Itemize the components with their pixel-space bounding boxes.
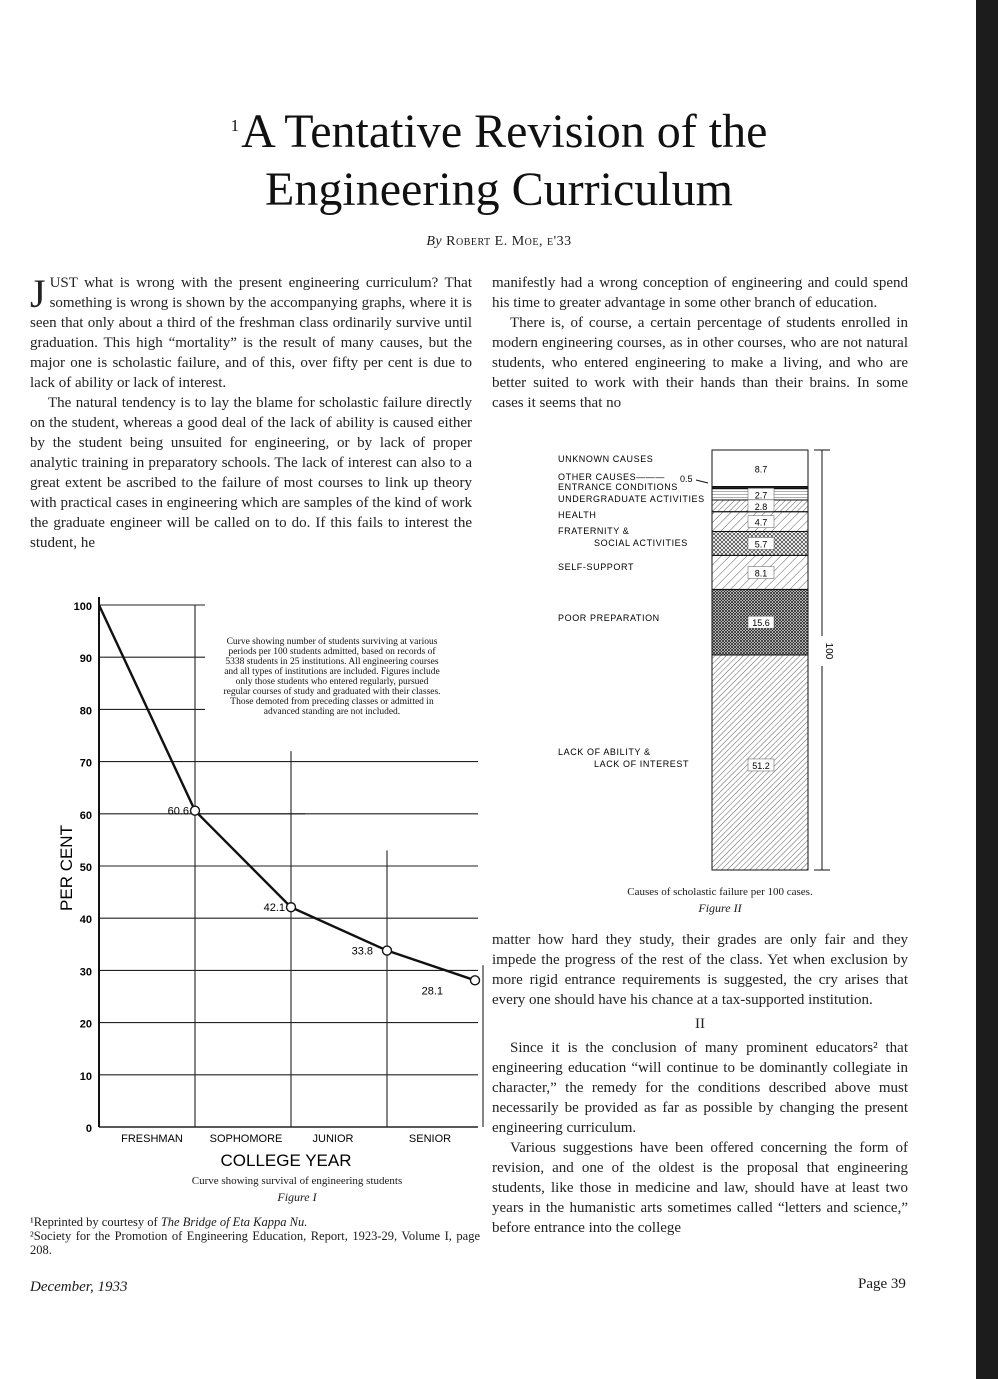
value-label: 8.7 [754,464,768,475]
data-point [287,903,296,912]
author-name: Robert E. Moe, e'33 [446,234,572,249]
value-label: 2.8 [754,501,768,512]
category-label: POOR PREPARATION [558,613,660,623]
value-label: 0.5 [680,474,693,484]
category-label: HEALTH [558,510,597,520]
value-label: 8.1 [754,568,768,579]
article-title-line-2: Engineering Curriculum [265,163,733,216]
paragraph: Various suggestions have been offered concerning the form of revision, and one of the oldest is the proposal that engineering students, like those in medicine and law, should have at least two years in the humanistic arts sometimes called “letters and science,” before entrance into the college [492,1140,908,1236]
title-footnote-marker: 1 [230,116,240,135]
y-tick-label: 90 [79,653,92,666]
right-column-bottom [492,930,908,1238]
drop-cap: J [30,271,46,316]
footnotes [30,1215,480,1257]
article-title-line-1: $^1$A Tentative Revision of the [230,105,768,158]
category-label: UNKNOWN CAUSES [558,454,654,464]
category-label: SOCIAL ACTIVITIES [594,538,688,548]
left-column [30,273,472,553]
value-label: 15.6 [752,618,770,629]
category-label: UNDERGRADUATE ACTIVITIES [558,494,705,504]
data-label: 60.6 [167,805,189,818]
right-column-top [492,273,908,413]
data-point [383,946,392,955]
issue-date: December, 1933 [30,1279,128,1295]
paragraph: manifestly had a wrong conception of engineering and could spend his time to greater advantage in some other branch of education. [492,275,908,311]
x-axis-ticks [121,1133,451,1145]
value-label: 4.7 [754,517,768,528]
paragraph: The natural tendency is to lay the blame for scholastic failure directly on the student, whereas a good deal of the lack of ability is caused either by the student being unsuited for engineering, or by lack of proper analytic training in preparatory schools. The lack of interest can also to a great extent be ascribed to the failure of most courses to link up theory with practical cases in engineering which are samples of the kind of work the graduate engineer will be called on to do. If this fails to interest the student, he [30,395,472,551]
category-label: FRATERNITY & [558,526,630,536]
byline: By Robert E. Moe, e'33 [426,234,572,249]
category-label: LACK OF INTEREST [594,759,690,769]
total-label: 100 [823,642,834,660]
failure-causes-stacked-bar [540,440,960,900]
x-tick-label: SOPHOMORE [209,1133,283,1145]
chart-annotation: Curve showing number of students surviving at various periods per 100 students admitted, based on records of 5338 students in 25 institutions. All engineering courses and all types of institutions are included. Figures include only those students who entered regularly, pursued regular courses of study and graduated with their classes. Those demoted from preceding classes or admitted in advanced standing are not included. [223,637,441,717]
figure-1-caption: Curve showing survival of engineering students Figure I [150,1175,444,1205]
category-label: ENTRANCE CONDITIONS [558,482,678,492]
bar-segments [712,450,808,870]
y-tick-label: 50 [79,862,92,874]
paragraph: UST what is wrong with the present engineering curriculum? That something is wrong is shown by the accompanying graphs, where it is seen that only about a third of the freshman class ordinarily survive until graduation. This high “mortality” is the result of many causes, but the major one is scholastic failure, and of this, over fifty per cent is due to lack of ability or lack of interest. [30,275,472,391]
total-dimension [814,450,834,870]
paragraph: matter how hard they study, their grades are only fair and they impede the progress of the rest of the class. Yet when exclusion by more rigid entrance requirements is suggested, the cry arises that every one should have his chance at a tax-supported institution. [492,932,908,1008]
data-label: 28.1 [421,985,443,998]
data-point [191,806,200,815]
leader-arrow [696,480,708,483]
page-number: Page 39 [858,1276,906,1292]
value-label: 2.7 [754,490,768,501]
data-point [471,976,480,985]
x-tick-label: JUNIOR [312,1133,354,1145]
y-tick-label: 0 [85,1123,92,1135]
figure-2-caption: Causes of scholastic failure per 100 cases. Figure II [570,886,870,916]
data-label: 33.8 [351,945,373,958]
footnote-2: ²Society for the Promotion of Engineering Education, Report, 1923-29, Volume I, page 208. [30,1229,480,1257]
y-tick-label: 100 [73,601,92,613]
data-label: 42.1 [263,902,285,915]
y-axis-ticks [74,601,92,1135]
y-tick-label: 60 [79,809,92,822]
y-tick-label: 10 [79,1070,92,1083]
section-numeral: II [695,1016,705,1032]
value-label: 5.7 [754,539,768,550]
category-label: SELF-SUPPORT [558,562,635,572]
category-label: OTHER CAUSES——— [558,472,666,482]
x-tick-label: FRESHMAN [121,1133,183,1145]
x-axis-label: COLLEGE YEAR [220,1151,352,1170]
y-tick-label: 40 [79,914,92,927]
x-tick-label: SENIOR [408,1133,452,1145]
category-labels [558,454,708,769]
paragraph: There is, of course, a certain percentage of students enrolled in modern engineering courses, as in other courses, who are not natural students, who entered engineering to make a living, and who are better suited to work with their hands than their brains. In some cases it seems that no [492,315,908,411]
category-label: LACK OF ABILITY & [558,747,651,757]
paragraph: Since it is the conclusion of many prominent educators² that engineering education “will continue to be dominantly collegiate in character,” the remedy for the conditions described above must necessarily be provided as far as possible by changing the present engineering curriculum. [492,1040,908,1136]
y-tick-label: 30 [79,966,92,979]
y-tick-label: 70 [79,757,92,770]
figure-2-label: Figure II [698,901,742,915]
y-axis-label: PER CENT [57,825,76,911]
data-points [168,806,480,998]
figure-1-label: Figure I [277,1190,317,1204]
footnote-1: ¹Reprinted by courtesy of The Bridge of Eta Kappa Nu. [30,1215,308,1229]
y-tick-label: 20 [79,1018,92,1031]
y-tick-label: 80 [79,705,92,718]
value-label: 51.2 [752,760,770,771]
